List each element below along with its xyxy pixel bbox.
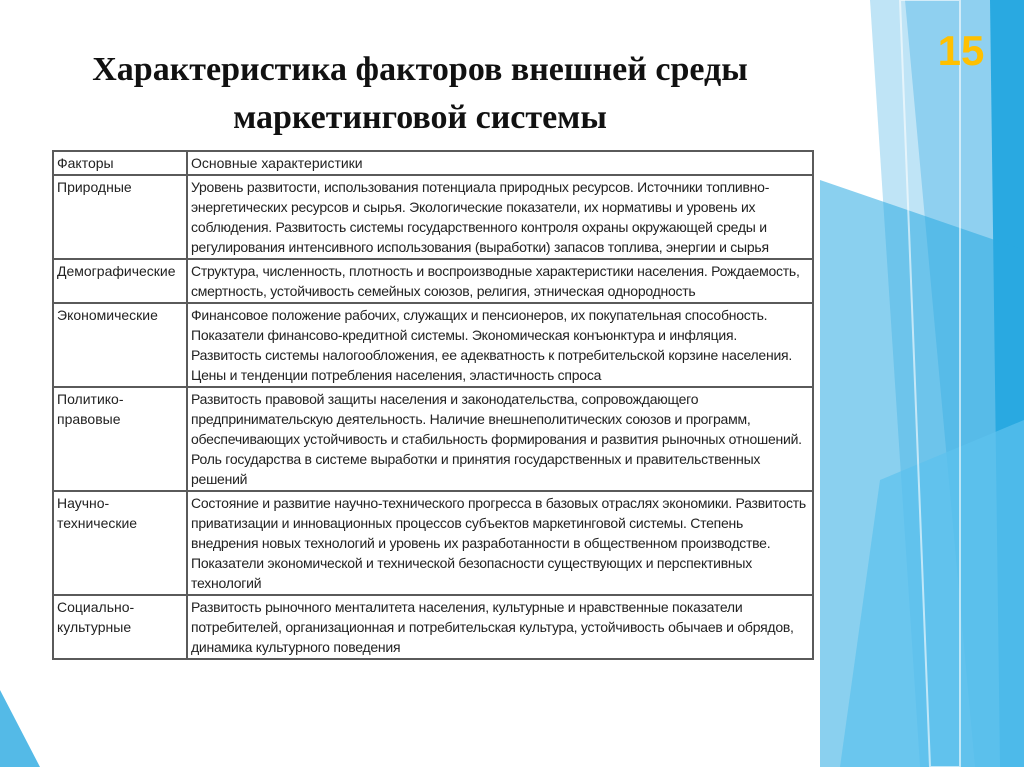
- table-row: [53, 595, 813, 659]
- deco-corner-left: [0, 690, 40, 767]
- description-cell: Развитость рыночного менталитета населения, культурные и нравственные показатели потребителей, организационная и потребительская культура, устойчивость обычаев и обрядов, динамика культурного поведения: [187, 595, 813, 659]
- factors-table: [52, 150, 814, 660]
- title-line-1: Характеристика факторов внешней среды: [92, 51, 748, 88]
- factor-cell: Природные: [53, 175, 187, 259]
- factor-cell: Политико-правовые: [53, 387, 187, 491]
- description-cell: Уровень развитости, использования потенциала природных ресурсов. Источники топливно-энергетических ресурсов и сырья. Экологические показатели, их нормативы и уровень их соблюдения. Развитость системы государственного контроля охраны окружающей среды и регулирования интенсивного использования (выработки) запасов топлива, энергии и сырья: [187, 175, 813, 259]
- description-cell: Финансовое положение рабочих, служащих и пенсионеров, их покупательная способность. Показатели финансово-кредитной системы. Экономическая конъюнктура и инфляция. Развитость системы налогообложения, ее адекватность к потребительской корзине населения. Цены и тенденции потребления населения, эластичность спроса: [187, 303, 813, 387]
- factor-cell: Научно-технические: [53, 491, 187, 595]
- page-number: 15: [937, 27, 985, 74]
- factor-cell: Демографические: [53, 259, 187, 303]
- factor-cell: Социально-культурные: [53, 595, 187, 659]
- description-cell: Структура, численность, плотность и воспроизводные характеристики населения. Рождаемость, смертность, устойчивость семейных союзов, религия, этническая однородность: [187, 259, 813, 303]
- table-row: [53, 387, 813, 491]
- description-cell: Развитость правовой защиты населения и законодательства, сопровождающего предпринимательскую деятельность. Наличие внешнеполитических союзов и программ, обеспечивающих устойчивость и стабильность формирования и развития рыночных отношений. Роль государства в системе выработки и принятия государственных и правительственных решений: [187, 387, 813, 491]
- factors-table-container: [52, 150, 812, 718]
- header-characteristics: Основные характеристики: [187, 151, 813, 175]
- table-row: [53, 259, 813, 303]
- slide-title: [20, 46, 820, 142]
- factor-cell: Экономические: [53, 303, 187, 387]
- title-line-2: маркетинговой системы: [233, 99, 607, 136]
- table-row: [53, 491, 813, 595]
- table-row: [53, 175, 813, 259]
- table-row: [53, 303, 813, 387]
- description-cell: Состояние и развитие научно-технического прогресса в базовых отраслях экономики. Развитость приватизации и инновационных процессов субъектов маркетинговой системы. Степень внедрения новых технологий и уровень их разработанности в общественном производстве. Показатели экономической и технической безопасности существующих и перспективных технологий: [187, 491, 813, 595]
- header-factors: Факторы: [53, 151, 187, 175]
- table-header-row: [53, 151, 813, 175]
